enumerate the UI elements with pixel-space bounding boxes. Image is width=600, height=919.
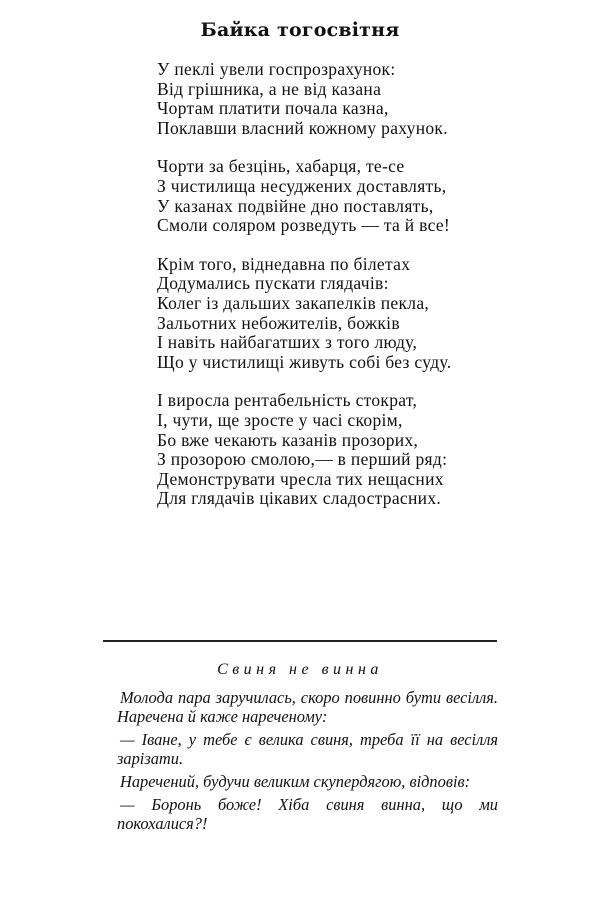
poem-line: Чортам платити почала казна,	[157, 98, 389, 119]
poem-line: Бо вже чекають казанів прозорих,	[157, 429, 419, 450]
poem-line: Смоли соляром розведуть — та й все!	[157, 215, 451, 236]
poem-line: І, чути, ще зросте у часі скорім,	[157, 409, 403, 430]
stanza-1	[157, 60, 451, 138]
joke-body	[117, 688, 498, 837]
poem-line: З чистилища несуджених доставлять,	[157, 175, 447, 196]
poem-line: Зальотних небожителів, божків	[157, 312, 400, 333]
poem-title: Байка тогосвітня	[200, 19, 400, 41]
poem-line: Колег із дальших закапелків пекла,	[157, 292, 430, 313]
joke-title: Свиня не винна	[217, 661, 383, 678]
poem-line: Демонструвати чресла тих нещасних	[157, 468, 444, 489]
joke-paragraph: — Боронь боже! Хіба свиня винна, що ми покохалися?!	[117, 795, 498, 833]
joke-paragraph: Молода пара заручилась, скоро повинно бути весілля. Наречена й каже нареченому:	[117, 688, 498, 726]
joke-paragraph: Наречений, будучи великим скупердягою, відповів:	[120, 772, 471, 791]
poem-line: У пеклі увели госпрозрахунок:	[157, 59, 396, 79]
section-divider	[103, 640, 497, 642]
joke-paragraph: — Іване, у тебе є велика свиня, треба її на весілля зарізати.	[117, 730, 498, 768]
poem-line: Крім того, віднедавна по білетах	[157, 253, 411, 274]
poem-line: Додумались пускати глядачів:	[157, 273, 389, 294]
poem-line: Що у чистилищі живуть собі без суду.	[157, 351, 452, 372]
poem-line: У казанах подвійне дно поставлять,	[157, 195, 434, 216]
poem-line: І навіть найбагатших з того люду,	[157, 332, 418, 353]
poem-line: Для глядачів цікавих сладострасних.	[157, 488, 442, 509]
poem-body	[157, 60, 451, 528]
poem-line: З прозорою смолою,— в перший ряд:	[157, 449, 448, 470]
poem-line: Від грішника, а не від казана	[157, 78, 382, 99]
stanza-3	[157, 255, 451, 373]
stanza-2	[157, 157, 451, 235]
poem-line: І виросла рентабельність стократ,	[157, 390, 418, 411]
stanza-4	[157, 391, 451, 509]
poem-line: Поклавши власний кожному рахунок.	[157, 117, 448, 138]
poem-line: Чорти за безцінь, хабарця, те-се	[157, 156, 405, 177]
